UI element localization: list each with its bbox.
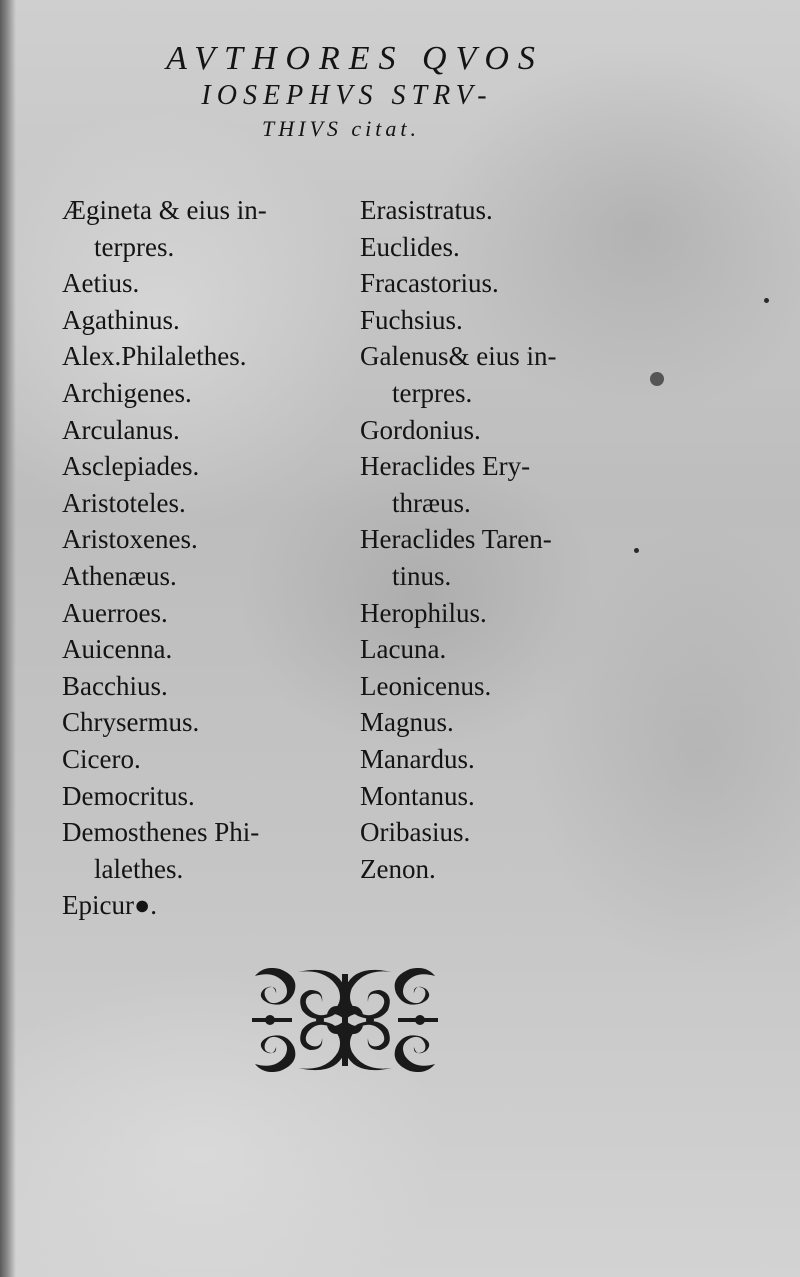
author-entry: Heraclides Taren- bbox=[360, 524, 552, 555]
author-entry: Fuchsius. bbox=[360, 304, 463, 335]
author-entry: Aristoteles. bbox=[62, 487, 186, 518]
author-entry: Athenæus. bbox=[62, 560, 177, 591]
author-entry: Aetius. bbox=[62, 268, 140, 299]
author-entry: Heraclides Ery- bbox=[360, 451, 531, 482]
author-entry: Chrysermus. bbox=[62, 707, 200, 738]
author-entry: Democritus. bbox=[62, 780, 195, 811]
author-entry: Asclepiades. bbox=[62, 451, 200, 482]
ink-spot bbox=[650, 372, 664, 386]
authors-right-column bbox=[360, 192, 660, 887]
heading-line-1: AVTHORES QVOS bbox=[166, 40, 544, 77]
author-entry: Magnus. bbox=[360, 707, 454, 738]
heading-line-2: IOSEPHVS STRV- bbox=[201, 80, 493, 111]
author-entry: Gordonius. bbox=[360, 414, 481, 445]
ink-spot bbox=[764, 298, 769, 303]
author-entry: Manardus. bbox=[360, 743, 475, 774]
author-entry: Lacuna. bbox=[360, 634, 447, 665]
author-entry: Demosthenes Phi- bbox=[62, 817, 260, 848]
author-entry: Aristoxenes. bbox=[62, 524, 198, 555]
author-entry: Oribasius. bbox=[360, 817, 471, 848]
author-entry-continuation: lalethes. bbox=[94, 853, 184, 884]
author-entry: Alex.Philalethes. bbox=[62, 341, 247, 372]
author-entry: Bacchius. bbox=[62, 670, 168, 701]
author-entry: Euclides. bbox=[360, 231, 460, 262]
author-entry: Zenon. bbox=[360, 853, 436, 884]
author-entry: Archigenes. bbox=[62, 377, 192, 408]
author-entry: Leonicenus. bbox=[360, 670, 492, 701]
page-heading bbox=[80, 42, 610, 140]
heading-line-3: THIVS citat. bbox=[262, 116, 420, 141]
author-entry: Agathinus. bbox=[62, 304, 180, 335]
author-entry: Cicero. bbox=[62, 743, 141, 774]
author-entry: Epicur●. bbox=[62, 890, 158, 921]
author-entry: Fracastorius. bbox=[360, 268, 499, 299]
floral-ornament-icon bbox=[250, 968, 440, 1072]
author-entry: Herophilus. bbox=[360, 597, 487, 628]
ink-spot bbox=[634, 548, 639, 553]
author-entry-continuation: terpres. bbox=[94, 231, 175, 262]
author-entry-continuation: thræus. bbox=[392, 487, 471, 518]
author-entry: Galenus& eius in- bbox=[360, 341, 557, 372]
author-entry: Erasistratus. bbox=[360, 195, 493, 225]
author-entry: Montanus. bbox=[360, 780, 475, 811]
author-entry: Auicenna. bbox=[62, 634, 173, 665]
author-entry: Auerroes. bbox=[62, 597, 168, 628]
author-entry: Ægineta & eius in- bbox=[62, 195, 267, 225]
author-entry: Arculanus. bbox=[62, 414, 180, 445]
authors-left-column bbox=[62, 192, 362, 924]
author-entry-continuation: tinus. bbox=[392, 560, 452, 591]
author-entry-continuation: terpres. bbox=[392, 377, 473, 408]
